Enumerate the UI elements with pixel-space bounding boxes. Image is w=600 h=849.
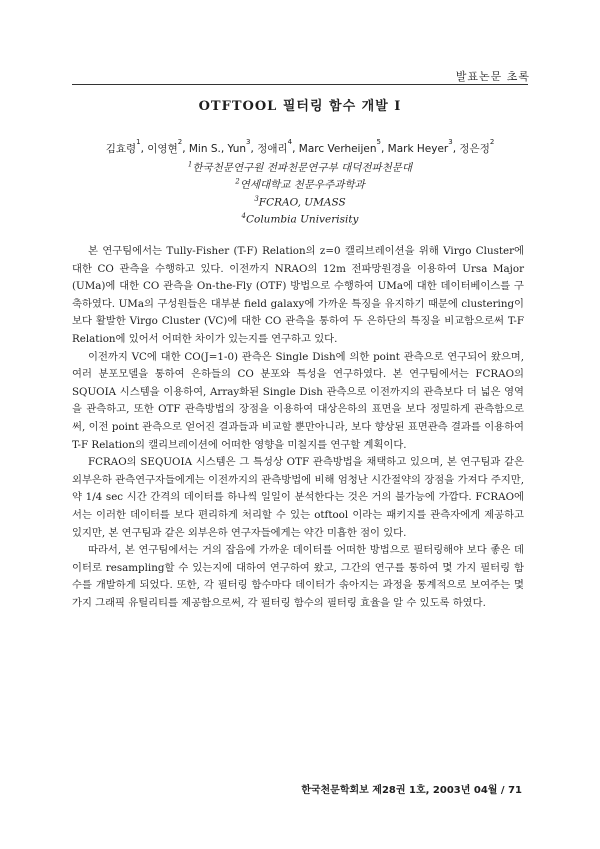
- author: 이영현$^2$: [147, 138, 183, 155]
- page-footer: 한국천문학회보 제28권 1호, 2003년 04월 / 71: [301, 785, 522, 796]
- abstract-body: [72, 243, 524, 612]
- body-paragraph: 따라서, 본 연구팀에서는 거의 잡음에 가까운 데이터를 어떠한 방법으로 필터링해야 보다 좋은 데이터로 resampling할 수 있는지에 대하여 연구하여 왔고, 그간의 연구를 통하여 몇 가지 필터링 함수를 개발하게 되었다. 또한, 각 필터링 함수마다 데이터가 솎아지는 과정을 통계적으로 보여주는 몇 가지 그래픽 유틸리티를 제공함으로써, 각 필터링 함수의 필터링 효율을 알 수 있도록 하였다.: [72, 544, 524, 609]
- affiliation: $^3$FCRAO, UMASS: [254, 195, 346, 209]
- section-label: 발표논문 초록: [455, 70, 530, 83]
- affiliation: $^1$한국천문연구원 전파천문연구부 대덕전파천문대: [187, 160, 413, 174]
- author: 정은정$^2$: [459, 138, 495, 155]
- body-paragraph: 본 연구팀에서는 Tully-Fisher (T-F) Relation의 z=0 캘리브레이션을 위해 Virgo Cluster에 대한 CO 관측을 수행하고 있다. 이전까지 NRAO의 12m 전파망원경을 이용하여 Ursa Major (UMa)에 대한 CO 관측을 On-the-Fly (OTF) 방법으로 수행하여 UMa에 대한 데이터베이스를 구축하였다. UMa의 구성원들은 대부분 field galaxy에 가까운 특징을 유지하기 때문에 clustering이 보다 활발한 Virgo Cluster (VC)에 대한 CO 관측을 통하여 두 은하단의 특징을 비교함으로써 T-F Relation에 있어서 어떠한 차이가 있는지를 연구하고 있다.: [72, 245, 524, 345]
- affiliation: $^4$Columbia Univerisity: [241, 212, 359, 226]
- author: Marc Verheijen$^5$: [298, 138, 381, 155]
- author-list: 김효령$^1$, 이영현$^2$, Min S., Yun$^3$, 정애리$^4$, Marc Verheijen$^5$, Mark Heyer$^3$, 정은정$^2$: [105, 138, 495, 155]
- author: 정애리$^4$: [257, 138, 293, 155]
- paper-title: OTFTOOL 필터링 함수 개발 I: [198, 99, 402, 114]
- header-rule: [72, 84, 528, 85]
- body-paragraph: FCRAO의 SEQUOIA 시스템은 그 특성상 OTF 관측방법을 채택하고 있으며, 본 연구팀과 같은 외부은하 관측연구자들에게는 이전까지의 관측방법에 비해 엄청난 시간절약의 장점을 가져다 주지만, 약 1/4 sec 시간 간격의 데이터를 하나씩 일일이 분석한다는 것은 거의 불가능에 가깝다. FCRAO에서는 이러한 데이터를 보다 편리하게 처리할 수 있는 otftool 이라는 패키지를 관측자에게 제공하고 있지만, 본 연구팀과 같은 외부은하 연구자들에게는 약간 미흡한 점이 있다.: [72, 456, 524, 539]
- author: Min S., Yun$^3$: [188, 138, 251, 155]
- author: Mark Heyer$^3$: [387, 138, 453, 155]
- author: 김효령$^1$: [105, 138, 141, 155]
- affiliation: $^2$연세대학교 천문우주과학과: [235, 177, 365, 191]
- body-paragraph: 이전까지 VC에 대한 CO(J=1-0) 관측은 Single Dish에 의한 point 관측으로 연구되어 왔으며, 여러 분포모델을 통하여 은하들의 CO 분포와 특성을 연구하였다. 본 연구팀에서는 FCRAO의 SQUOIA 시스템을 이용하여, Array화된 Single Dish 관측으로 이전까지의 관측보다 더 넓은 영역을 관측하고, 또한 OTF 관측방법의 장점을 이용하여 대상은하의 표면을 보다 정밀하게 관측함으로써, 이전 point 관측으로 얻어진 결과들과 비교할 뿐만아니라, 보다 향상된 표면관측 결과를 이용하여 T-F Relation의 캘리브레이션에 어떠한 영향을 미칠지를 연구할 계획이다.: [72, 350, 524, 451]
